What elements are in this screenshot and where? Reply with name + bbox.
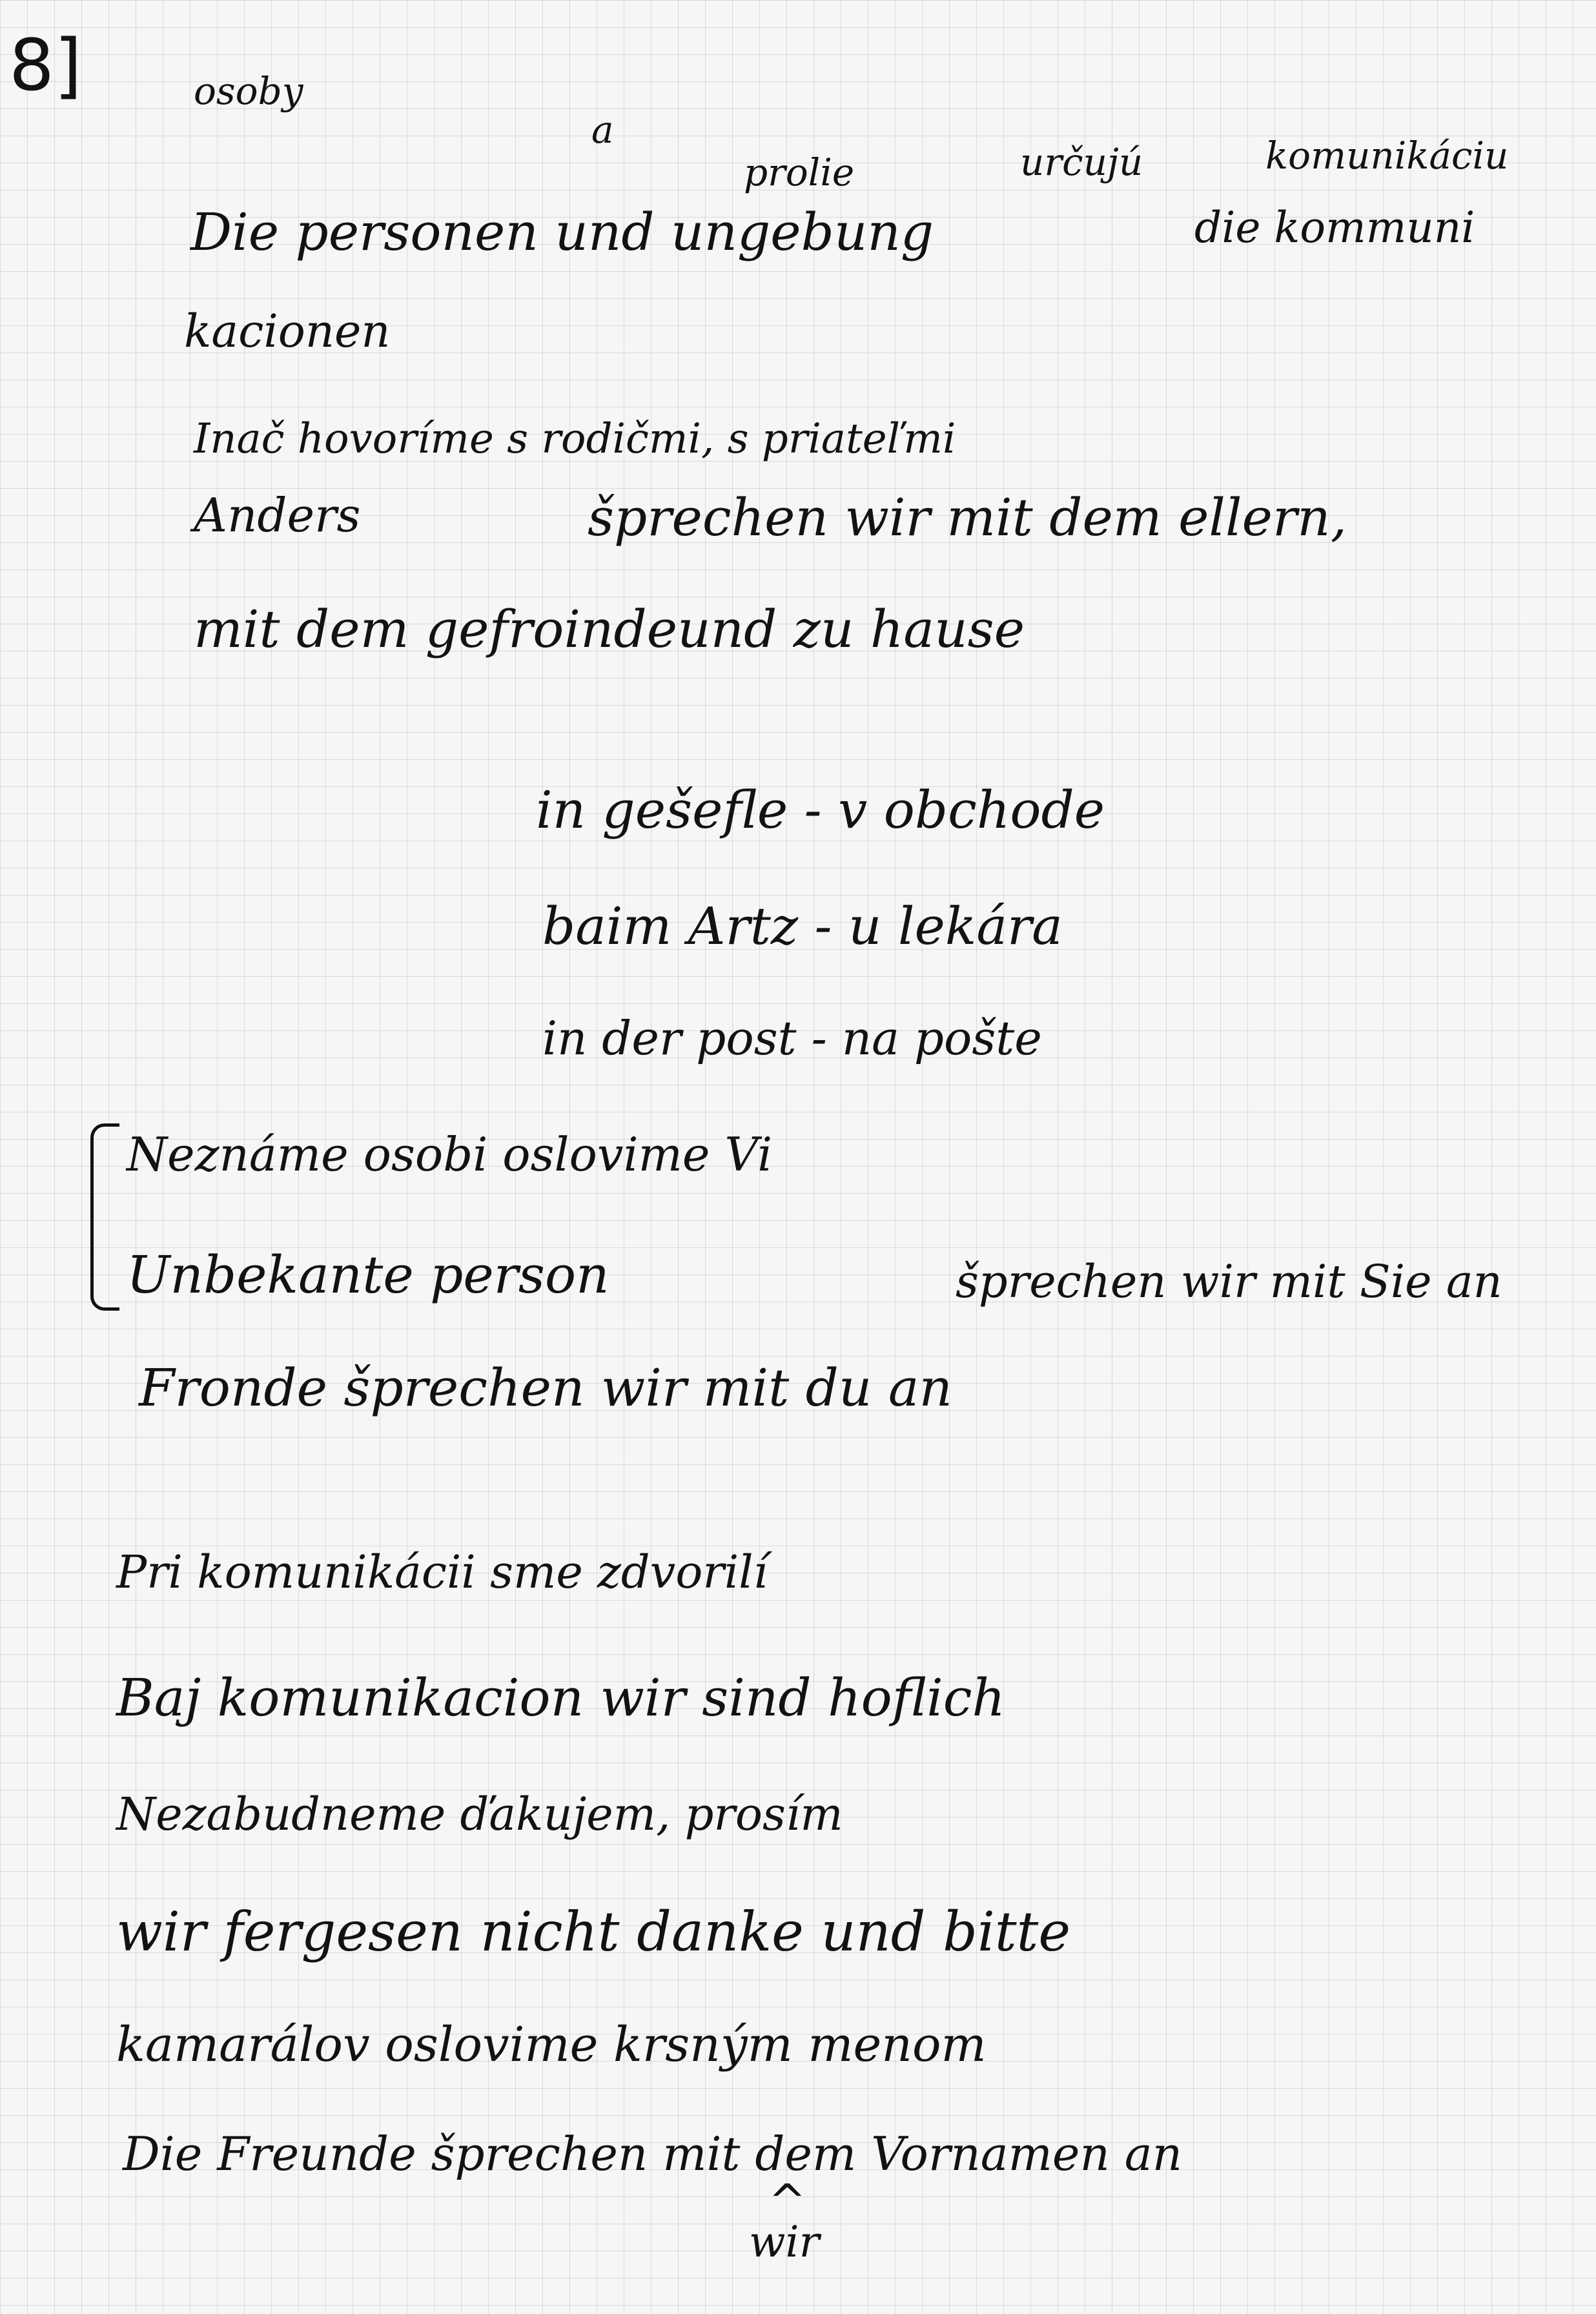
line-die-freunde: Die Freunde šprechen mit dem Vornamen an bbox=[123, 2127, 1183, 2181]
line-die-personen: Die personen und ungebung bbox=[190, 202, 934, 262]
gloss-nezname-osobi: Neznáme osobi oslovime Vi bbox=[127, 1127, 773, 1182]
gloss-urcuju: určujú bbox=[1020, 140, 1143, 184]
line-fronde-sprechen: Fronde šprechen wir mit du an bbox=[139, 1358, 953, 1418]
gloss-kamaralov: kamarálov oslovime krsným menom bbox=[116, 2017, 987, 2073]
line-baj-komunikacion: Baj komunikacion wir sind hoflich bbox=[116, 1668, 1006, 1728]
line-mit-dem-gefroindeund: mit dem gefroindeund zu hause bbox=[194, 599, 1025, 659]
gloss-inac-hovorime: Inač hovoríme s rodičmi, s priateľmi bbox=[194, 415, 956, 463]
line-anders: Anders bbox=[194, 488, 361, 542]
line-kacionen: kacionen bbox=[184, 305, 391, 358]
gloss-pri-komunikacii: Pri komunikácii sme zdvorilí bbox=[116, 1546, 768, 1599]
line-wir-fergesen: wir fergesen nicht danke und bitte bbox=[116, 1900, 1071, 1963]
line-sprechen-wir-mit-sie-an: šprechen wir mit Sie an bbox=[956, 1255, 1502, 1308]
gloss-nezabudneme: Nezabudneme ďakujem, prosím bbox=[116, 1788, 843, 1841]
insertion-caret: ^ bbox=[768, 2175, 806, 2227]
gloss-osoby: osoby bbox=[194, 69, 303, 113]
line-in-gesefle: in gešefle - v obchode bbox=[536, 780, 1105, 840]
line-sprechen-wir-mit-dem-ellern: šprechen wir mit dem ellern, bbox=[588, 487, 1347, 548]
exercise-number: 8] bbox=[9, 24, 82, 107]
gloss-prolie: prolie bbox=[744, 150, 855, 194]
inserted-word-wir: wir bbox=[749, 2217, 820, 2267]
gloss-komunikaciu: komunikáciu bbox=[1265, 134, 1509, 178]
line-unbekante-person: Unbekante person bbox=[127, 1245, 609, 1305]
line-die-kommuni: die kommuni bbox=[1194, 203, 1475, 252]
left-bracket bbox=[90, 1123, 119, 1311]
gloss-a: a bbox=[591, 108, 614, 152]
line-baim-artz: baim Artz - u lekára bbox=[542, 896, 1063, 956]
line-in-der-post: in der post - na pošte bbox=[542, 1011, 1042, 1065]
